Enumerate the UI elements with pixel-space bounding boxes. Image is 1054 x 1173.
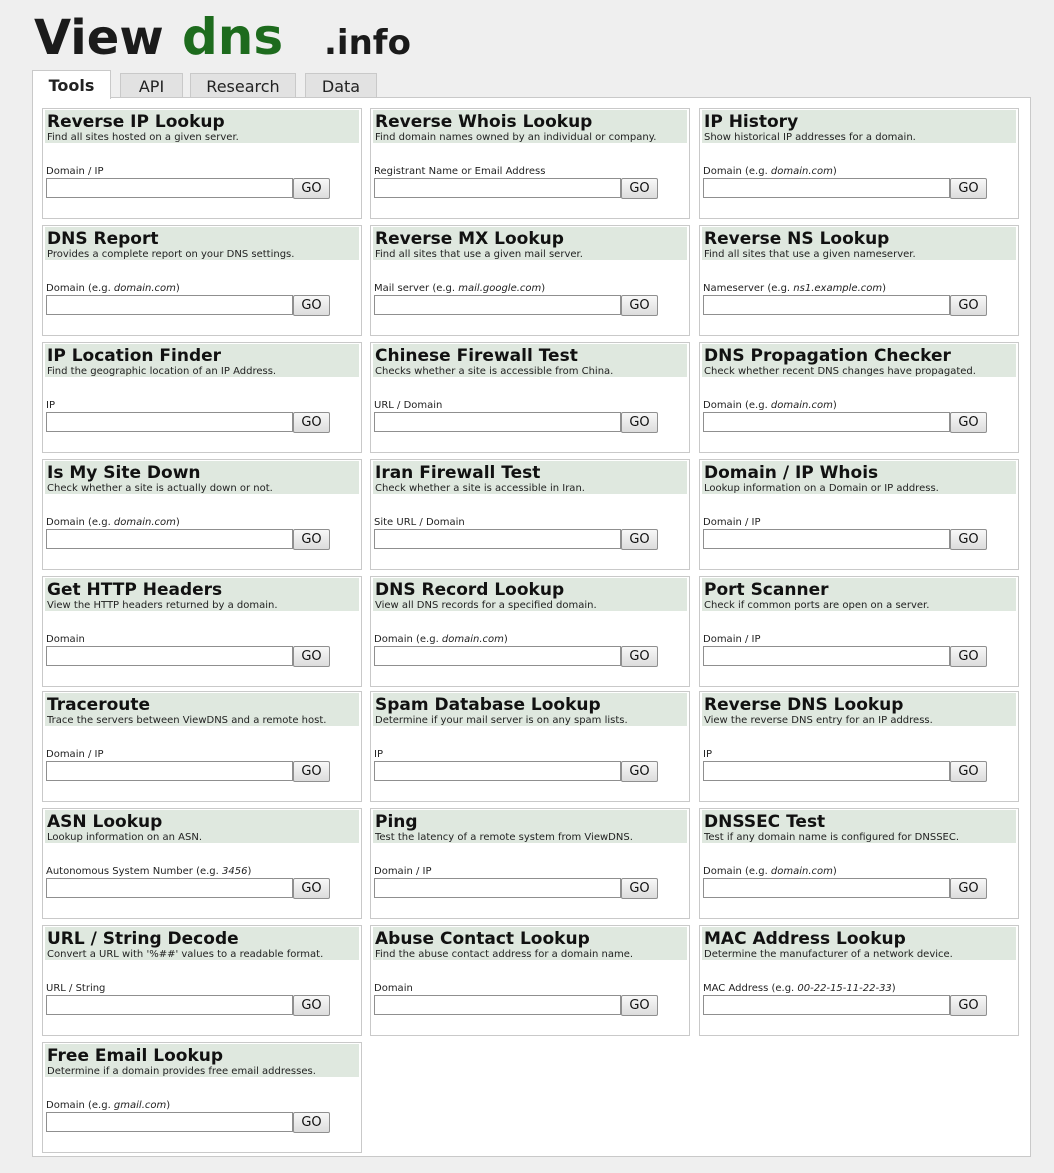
tool-description: Check if common ports are open on a server.	[704, 600, 930, 611]
tool-description: Find all sites that use a given nameserver.	[704, 249, 916, 260]
go-button-dns-propagation-checker[interactable]: GO	[950, 412, 987, 433]
tool-input-reverse-dns-lookup[interactable]	[703, 761, 950, 781]
tool-card-url-string-decode	[42, 925, 362, 1036]
label-paren: )	[832, 866, 837, 877]
tool-card-asn-lookup	[42, 808, 362, 919]
go-button-get-http-headers[interactable]: GO	[293, 646, 330, 667]
tool-input-ping[interactable]	[374, 878, 621, 898]
tool-card-header	[373, 461, 687, 494]
go-button-free-email-lookup[interactable]: GO	[293, 1112, 330, 1133]
tool-card-header	[373, 693, 687, 726]
tool-title: Iran Firewall Test	[375, 463, 541, 483]
tool-card-header	[702, 693, 1016, 726]
tool-input-iran-firewall-test[interactable]	[374, 529, 621, 549]
tool-input-spam-database-lookup[interactable]	[374, 761, 621, 781]
tool-input-label	[46, 517, 180, 528]
label-text: Domain (e.g.	[46, 517, 114, 528]
tool-title: DNS Record Lookup	[375, 580, 565, 600]
tool-description: Check whether recent DNS changes have propagated.	[704, 366, 976, 377]
tool-title: DNS Report	[47, 229, 159, 249]
tool-title: Reverse NS Lookup	[704, 229, 890, 249]
viewdns-logo-graphic	[34, 10, 454, 62]
tool-input-domain-ip-whois[interactable]	[703, 529, 950, 549]
tool-title: Domain / IP Whois	[704, 463, 879, 483]
label-text: IP	[703, 749, 712, 760]
tool-title: Abuse Contact Lookup	[375, 929, 590, 949]
label-text: Registrant Name or Email Address	[374, 166, 546, 177]
tool-title: Get HTTP Headers	[47, 580, 223, 600]
tool-input-label	[374, 283, 545, 294]
tool-card-free-email-lookup	[42, 1042, 362, 1153]
tool-card-dns-propagation-checker	[699, 342, 1019, 453]
tool-description: Determine if a domain provides free email addresses.	[47, 1066, 316, 1077]
go-button-abuse-contact-lookup[interactable]: GO	[621, 995, 658, 1016]
tool-card-header	[45, 227, 359, 260]
label-text: Domain (e.g.	[703, 166, 771, 177]
tool-input-label	[46, 749, 104, 760]
tool-title: Ping	[375, 812, 418, 832]
label-example: domain.com	[770, 166, 833, 177]
tool-title: URL / String Decode	[47, 929, 239, 949]
tool-title: Spam Database Lookup	[375, 695, 601, 715]
tool-input-label	[374, 166, 545, 177]
go-button-domain-ip-whois[interactable]: GO	[950, 529, 987, 550]
tool-card-port-scanner	[699, 576, 1019, 687]
tool-card-header	[45, 110, 359, 143]
tool-description: Test the latency of a remote system from ViewDNS.	[375, 832, 633, 843]
logo-text-info: .info	[324, 23, 411, 62]
tool-card-ip-history	[699, 108, 1019, 219]
label-example: domain.com	[770, 400, 833, 411]
tool-description: Determine if your mail server is on any spam lists.	[375, 715, 628, 726]
tool-input-label	[46, 866, 251, 877]
label-example: 3456	[222, 866, 248, 877]
tool-title: Port Scanner	[704, 580, 829, 600]
tool-card-spam-database-lookup	[370, 691, 690, 802]
label-text: URL / String	[46, 983, 106, 994]
label-paren: )	[541, 283, 546, 294]
tool-input-label	[374, 983, 413, 994]
tool-card-header	[373, 110, 687, 143]
tool-title: Reverse DNS Lookup	[704, 695, 904, 715]
tool-input-dnssec-test[interactable]	[703, 878, 950, 898]
go-button-iran-firewall-test[interactable]: GO	[621, 529, 658, 550]
tool-card-header	[702, 810, 1016, 843]
go-button-asn-lookup[interactable]: GO	[293, 878, 330, 899]
label-text: Domain / IP	[703, 634, 761, 645]
tool-input-free-email-lookup[interactable]	[46, 1112, 293, 1132]
label-example: domain.com	[113, 283, 176, 294]
tool-card-reverse-ip-lookup	[42, 108, 362, 219]
tool-input-is-my-site-down[interactable]	[46, 529, 293, 549]
go-button-ip-history[interactable]: GO	[950, 178, 987, 199]
tool-card-header	[45, 927, 359, 960]
go-button-port-scanner[interactable]: GO	[950, 646, 987, 667]
tool-title: Reverse MX Lookup	[375, 229, 564, 249]
tool-input-label	[703, 983, 896, 994]
tool-card-dnssec-test	[699, 808, 1019, 919]
tool-description: Find all sites hosted on a given server.	[47, 132, 239, 143]
label-example: domain.com	[113, 517, 176, 528]
tool-card-get-http-headers	[42, 576, 362, 687]
tool-card-dns-report	[42, 225, 362, 336]
tool-title: Reverse Whois Lookup	[375, 112, 593, 132]
tool-input-abuse-contact-lookup[interactable]	[374, 995, 621, 1015]
label-text: Domain (e.g.	[46, 283, 114, 294]
tool-input-traceroute[interactable]	[46, 761, 293, 781]
tool-input-label	[46, 983, 105, 994]
label-text: Domain (e.g.	[703, 400, 771, 411]
tool-card-header	[45, 1044, 359, 1077]
label-text: Domain / IP	[46, 166, 104, 177]
label-text: IP	[46, 400, 55, 411]
tool-card-header	[702, 344, 1016, 377]
label-paren: )	[247, 866, 252, 877]
tool-input-label	[703, 866, 837, 877]
go-button-ip-location-finder[interactable]: GO	[293, 412, 330, 433]
go-button-ping[interactable]: GO	[621, 878, 658, 899]
tool-card-header	[373, 578, 687, 611]
go-button-url-string-decode[interactable]: GO	[293, 995, 330, 1016]
label-text: Domain / IP	[46, 749, 104, 760]
label-text: Domain (e.g.	[703, 866, 771, 877]
go-button-reverse-ip-lookup[interactable]: GO	[293, 178, 330, 199]
tab-api[interactable]: API	[120, 73, 183, 98]
tool-card-header	[702, 461, 1016, 494]
tool-input-ip-location-finder[interactable]	[46, 412, 293, 432]
tool-title: IP Location Finder	[47, 346, 222, 366]
label-paren: )	[891, 983, 896, 994]
tool-input-get-http-headers[interactable]	[46, 646, 293, 666]
label-example: domain.com	[441, 634, 504, 645]
tool-title: MAC Address Lookup	[704, 929, 906, 949]
tool-input-chinese-firewall-test[interactable]	[374, 412, 621, 432]
tool-input-reverse-mx-lookup[interactable]	[374, 295, 621, 315]
label-text: Domain	[46, 634, 85, 645]
tool-input-reverse-ip-lookup[interactable]	[46, 178, 293, 198]
logo-text-view: View	[34, 10, 164, 62]
tool-card-ping	[370, 808, 690, 919]
go-button-reverse-ns-lookup[interactable]: GO	[950, 295, 987, 316]
tool-input-dns-propagation-checker[interactable]	[703, 412, 950, 432]
go-button-mac-address-lookup[interactable]: GO	[950, 995, 987, 1016]
label-text: Domain	[374, 983, 413, 994]
label-paren: )	[832, 166, 837, 177]
tool-card-reverse-mx-lookup	[370, 225, 690, 336]
label-text: Domain / IP	[374, 866, 432, 877]
label-example: ns1.example.com	[793, 283, 883, 294]
label-paren: )	[175, 283, 180, 294]
tool-title: DNS Propagation Checker	[704, 346, 951, 366]
tool-input-label	[374, 400, 442, 411]
label-example: domain.com	[770, 866, 833, 877]
tool-card-mac-address-lookup	[699, 925, 1019, 1036]
tool-description: Lookup information on an ASN.	[47, 832, 202, 843]
tool-description: Convert a URL with '%##' values to a readable format.	[47, 949, 324, 960]
tool-input-label	[46, 283, 180, 294]
go-button-spam-database-lookup[interactable]: GO	[621, 761, 658, 782]
tool-card-header	[373, 927, 687, 960]
tool-input-label	[374, 866, 432, 877]
tool-title: Chinese Firewall Test	[375, 346, 578, 366]
tool-title: DNSSEC Test	[704, 812, 826, 832]
tool-card-chinese-firewall-test	[370, 342, 690, 453]
tool-title: Free Email Lookup	[47, 1046, 224, 1066]
tool-description: Check whether a site is actually down or not.	[47, 483, 273, 494]
label-text: Nameserver (e.g.	[703, 283, 794, 294]
tool-input-reverse-whois-lookup[interactable]	[374, 178, 621, 198]
tool-card-header	[702, 110, 1016, 143]
tool-description: Trace the servers between ViewDNS and a remote host.	[47, 715, 327, 726]
tool-input-label	[703, 634, 761, 645]
go-button-dns-record-lookup[interactable]: GO	[621, 646, 658, 667]
tool-description: Lookup information on a Domain or IP address.	[704, 483, 939, 494]
label-paren: )	[166, 1100, 171, 1111]
logo-text-dns: dns	[182, 10, 284, 62]
tool-description: Test if any domain name is configured for DNSSEC.	[704, 832, 960, 843]
tool-input-label	[46, 1100, 170, 1111]
label-paren: )	[832, 400, 837, 411]
label-paren: )	[503, 634, 508, 645]
tool-card-reverse-ns-lookup	[699, 225, 1019, 336]
tool-description: Check whether a site is accessible in Iran.	[375, 483, 585, 494]
tool-description: Determine the manufacturer of a network device.	[704, 949, 953, 960]
label-text: Domain (e.g.	[46, 1100, 114, 1111]
tool-card-abuse-contact-lookup	[370, 925, 690, 1036]
tool-card-reverse-dns-lookup	[699, 691, 1019, 802]
tool-description: Provides a complete report on your DNS settings.	[47, 249, 295, 260]
tool-input-label	[374, 634, 508, 645]
tool-card-header	[373, 810, 687, 843]
go-button-reverse-whois-lookup[interactable]: GO	[621, 178, 658, 199]
tool-input-label	[703, 400, 837, 411]
label-text: Autonomous System Number (e.g.	[46, 866, 223, 877]
label-text: Domain (e.g.	[374, 634, 442, 645]
tool-description: Checks whether a site is accessible from China.	[375, 366, 614, 377]
tool-title: ASN Lookup	[47, 812, 163, 832]
go-button-reverse-mx-lookup[interactable]: GO	[621, 295, 658, 316]
tool-card-header	[702, 927, 1016, 960]
label-text: IP	[374, 749, 383, 760]
tool-input-label	[46, 166, 104, 177]
tool-input-label	[703, 283, 886, 294]
tool-card-dns-record-lookup	[370, 576, 690, 687]
tool-title: IP History	[704, 112, 799, 132]
tool-input-url-string-decode[interactable]	[46, 995, 293, 1015]
tool-card-header	[702, 227, 1016, 260]
go-button-is-my-site-down[interactable]: GO	[293, 529, 330, 550]
tool-description: View the reverse DNS entry for an IP address.	[704, 715, 933, 726]
label-text: Mail server (e.g.	[374, 283, 459, 294]
label-text: MAC Address (e.g.	[703, 983, 798, 994]
tool-input-label	[46, 400, 55, 411]
tool-card-header	[45, 810, 359, 843]
tool-input-dns-report[interactable]	[46, 295, 293, 315]
tab-research[interactable]: Research	[190, 73, 296, 98]
tool-input-label	[374, 749, 383, 760]
tool-card-traceroute	[42, 691, 362, 802]
tool-input-port-scanner[interactable]	[703, 646, 950, 666]
tool-input-reverse-ns-lookup[interactable]	[703, 295, 950, 315]
label-example: gmail.com	[113, 1100, 167, 1111]
tool-title: Traceroute	[47, 695, 151, 715]
tool-input-ip-history[interactable]	[703, 178, 950, 198]
tool-input-dns-record-lookup[interactable]	[374, 646, 621, 666]
tool-input-mac-address-lookup[interactable]	[703, 995, 950, 1015]
tool-description: View all DNS records for a specified domain.	[375, 600, 597, 611]
label-example: 00-22-15-11-22-33	[797, 983, 892, 994]
tool-description: Show historical IP addresses for a domain.	[704, 132, 916, 143]
label-example: mail.google.com	[458, 283, 542, 294]
tool-card-header	[702, 578, 1016, 611]
tool-title: Is My Site Down	[47, 463, 201, 483]
site-logo[interactable]	[34, 10, 454, 62]
go-button-traceroute[interactable]: GO	[293, 761, 330, 782]
tool-input-label	[46, 634, 85, 645]
label-text: Site URL / Domain	[374, 517, 465, 528]
tool-input-label	[374, 517, 465, 528]
label-text: Domain / IP	[703, 517, 761, 528]
tool-card-ip-location-finder	[42, 342, 362, 453]
tool-input-asn-lookup[interactable]	[46, 878, 293, 898]
tool-card-header	[45, 461, 359, 494]
go-button-chinese-firewall-test[interactable]: GO	[621, 412, 658, 433]
go-button-dnssec-test[interactable]: GO	[950, 878, 987, 899]
tool-card-is-my-site-down	[42, 459, 362, 570]
tab-tools[interactable]: Tools	[32, 70, 111, 99]
tool-description: View the HTTP headers returned by a domain.	[47, 600, 278, 611]
label-text: URL / Domain	[374, 400, 443, 411]
go-button-dns-report[interactable]: GO	[293, 295, 330, 316]
tool-card-header	[45, 693, 359, 726]
tool-input-label	[703, 166, 837, 177]
tool-card-reverse-whois-lookup	[370, 108, 690, 219]
label-paren: )	[882, 283, 887, 294]
tool-card-header	[373, 227, 687, 260]
tool-input-label	[703, 749, 712, 760]
label-paren: )	[175, 517, 180, 528]
tool-card-header	[45, 578, 359, 611]
tool-description: Find the geographic location of an IP Address.	[47, 366, 277, 377]
tool-card-header	[373, 344, 687, 377]
tool-description: Find domain names owned by an individual or company.	[375, 132, 657, 143]
tool-card-header	[45, 344, 359, 377]
go-button-reverse-dns-lookup[interactable]: GO	[950, 761, 987, 782]
tool-card-domain-ip-whois	[699, 459, 1019, 570]
tool-input-label	[703, 517, 761, 528]
tool-card-iran-firewall-test	[370, 459, 690, 570]
tool-description: Find all sites that use a given mail server.	[375, 249, 583, 260]
tab-data[interactable]: Data	[305, 73, 377, 98]
tool-description: Find the abuse contact address for a domain name.	[375, 949, 634, 960]
tool-title: Reverse IP Lookup	[47, 112, 225, 132]
